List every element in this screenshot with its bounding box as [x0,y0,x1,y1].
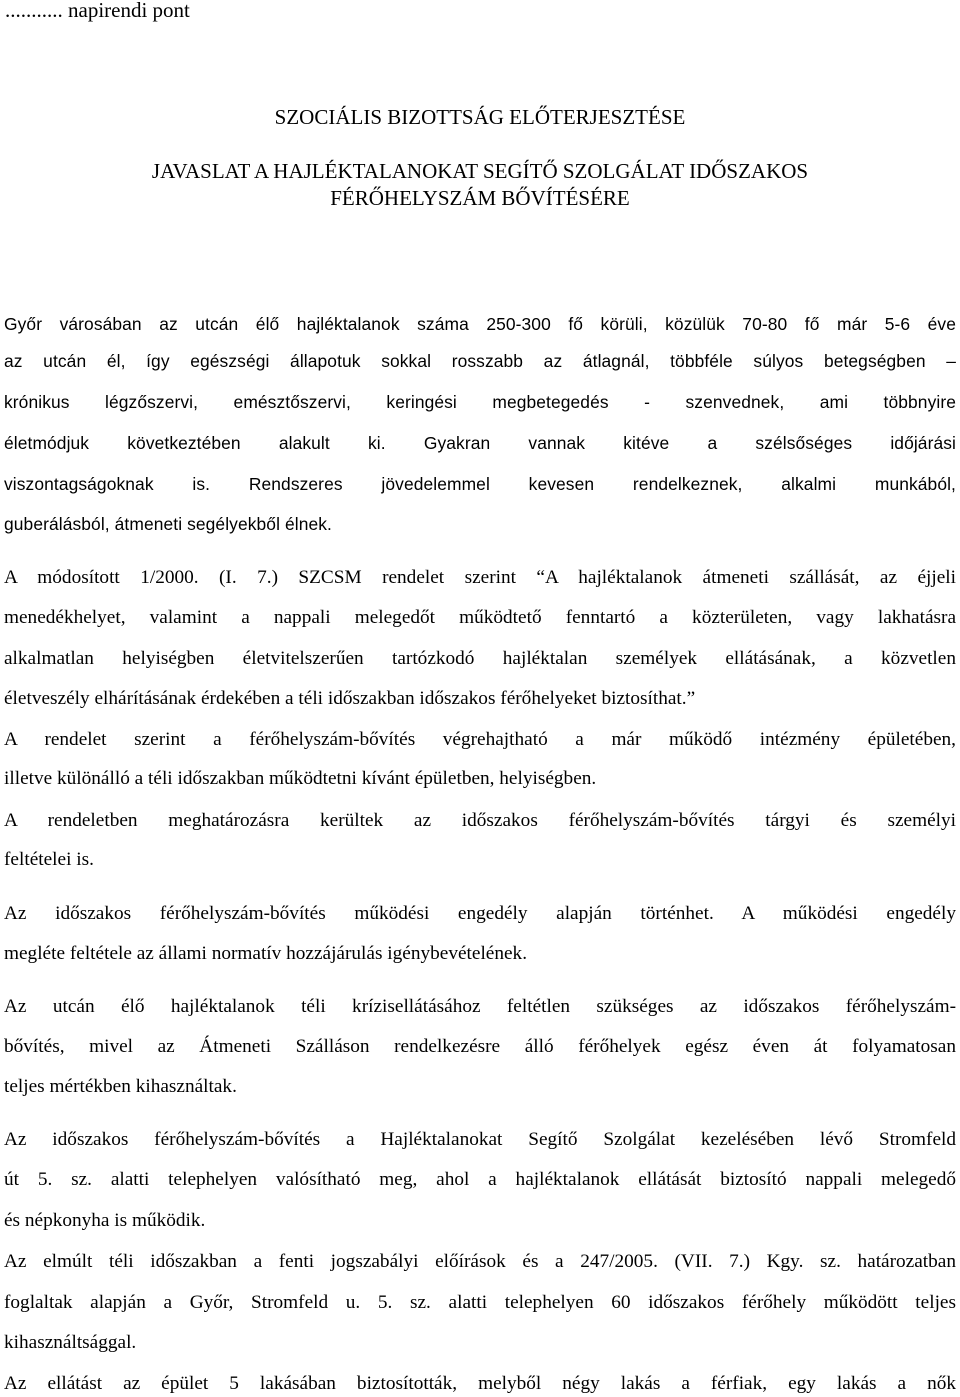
paragraph-7-line-3: és népkonyha is működik. [4,1210,206,1231]
paragraph-6-line-1: Az utcán élő hajléktalanok téli krízisellátásához feltétlen szükséges az időszakos férőhelyszám- [4,996,956,1017]
proposal-title-line-2: FÉRŐHELYSZÁM BŐVÍTÉSÉRE [330,186,630,210]
paragraph-5-line-2: megléte feltétele az állami normatív hozzájárulás igénybevételének. [4,943,528,964]
paragraph-5-line-1: Az időszakos férőhelyszám-bővítés működési engedély alapján történhet. A működési engedély [4,903,956,924]
paragraph-7-line-1: Az időszakos férőhelyszám-bővítés a Hajléktalanokat Segítő Szolgálat kezelésében lévő Stromfeld [4,1129,956,1150]
paragraph-1-line-2: az utcán él, így egészségi állapotuk sokkal rosszabb az átlagnál, többféle súlyos betegségben – [4,351,956,371]
paragraph-6-line-2: bővítés, mivel az Átmeneti Szálláson rendelkezésre álló férőhelyek egész éven át folyamatosan [4,1036,956,1057]
paragraph-1-line-5: viszontagságoknak is. Rendszeres jövedelemmel kevesen rendelkeznek, alkalmi munkából, [4,474,956,494]
paragraph-1-line-4: életmódjuk következtében alakult ki. Gyakran vannak kitéve a szélsőséges időjárási [4,433,956,453]
agenda-item-label: ........... napirendi pont [5,0,190,22]
paragraph-2-line-4: életveszély elhárításának érdekében a téli időszakban időszakos férőhelyeket biztosíthat.” [4,688,696,709]
paragraph-8-line-1: Az elmúlt téli időszakban a fenti jogszabályi előírások és a 247/2005. (VII. 7.) Kgy. sz. határozatban [4,1251,956,1272]
paragraph-2-line-2: menedékhelyet, valamint a nappali melegedőt működtető fenntartó a közterületen, vagy lakhatásra [4,607,956,628]
paragraph-9-line-1: Az ellátást az épület 5 lakásában biztosították, melyből négy lakás a férfiak, egy lakás a nők [4,1373,956,1394]
paragraph-1-line-3: krónikus légzőszervi, emésztőszervi, keringési megbetegedés - szenvednek, ami többnyire [4,392,956,412]
paragraph-1-line-6: guberálásból, átmeneti segélyekből élnek. [4,514,332,534]
paragraph-3-line-1: A rendelet szerint a férőhelyszám-bővítés végrehajtható a már működő intézmény épületében, [4,729,956,750]
paragraph-4-line-1: A rendeletben meghatározásra kerültek az időszakos férőhelyszám-bővítés tárgyi és személyi [4,810,956,831]
paragraph-1-line-1: Győr városában az utcán élő hajléktalanok száma 250-300 fő körüli, közülük 70-80 fő már 5-6 éve [4,314,956,334]
paragraph-7-line-2: út 5. sz. alatti telephelyen valósítható meg, ahol a hajléktalanok ellátását biztosító nappali melegedő [4,1169,956,1190]
proposal-title-line-1: JAVASLAT A HAJLÉKTALANOKAT SEGÍTŐ SZOLGÁLAT IDŐSZAKOS [151,159,809,183]
paragraph-4-line-2: feltételei is. [4,849,94,870]
paragraph-6-line-3: teljes mértékben kihasználtak. [4,1076,237,1097]
paragraph-2-line-3: alkalmatlan helyiségben életvitelszerűen tartózkodó hajléktalan személyek ellátásának, a közvetlen [4,648,956,669]
paragraph-3-line-2: illetve különálló a téli időszakban működtetni kívánt épületben, helyiségben. [4,768,597,789]
paragraph-8-line-3: kihasználtsággal. [4,1332,137,1353]
paragraph-2-line-1: A módosított 1/2000. (I. 7.) SZCSM rendelet szerint “A hajléktalanok átmeneti szállását, az éjjeli [4,567,956,588]
document-title: SZOCIÁLIS BIZOTTSÁG ELŐTERJESZTÉSE [274,105,686,129]
paragraph-8-line-2: foglaltak alapján a Győr, Stromfeld u. 5. sz. alatti telephelyen 60 időszakos férőhely működött teljes [4,1292,956,1313]
